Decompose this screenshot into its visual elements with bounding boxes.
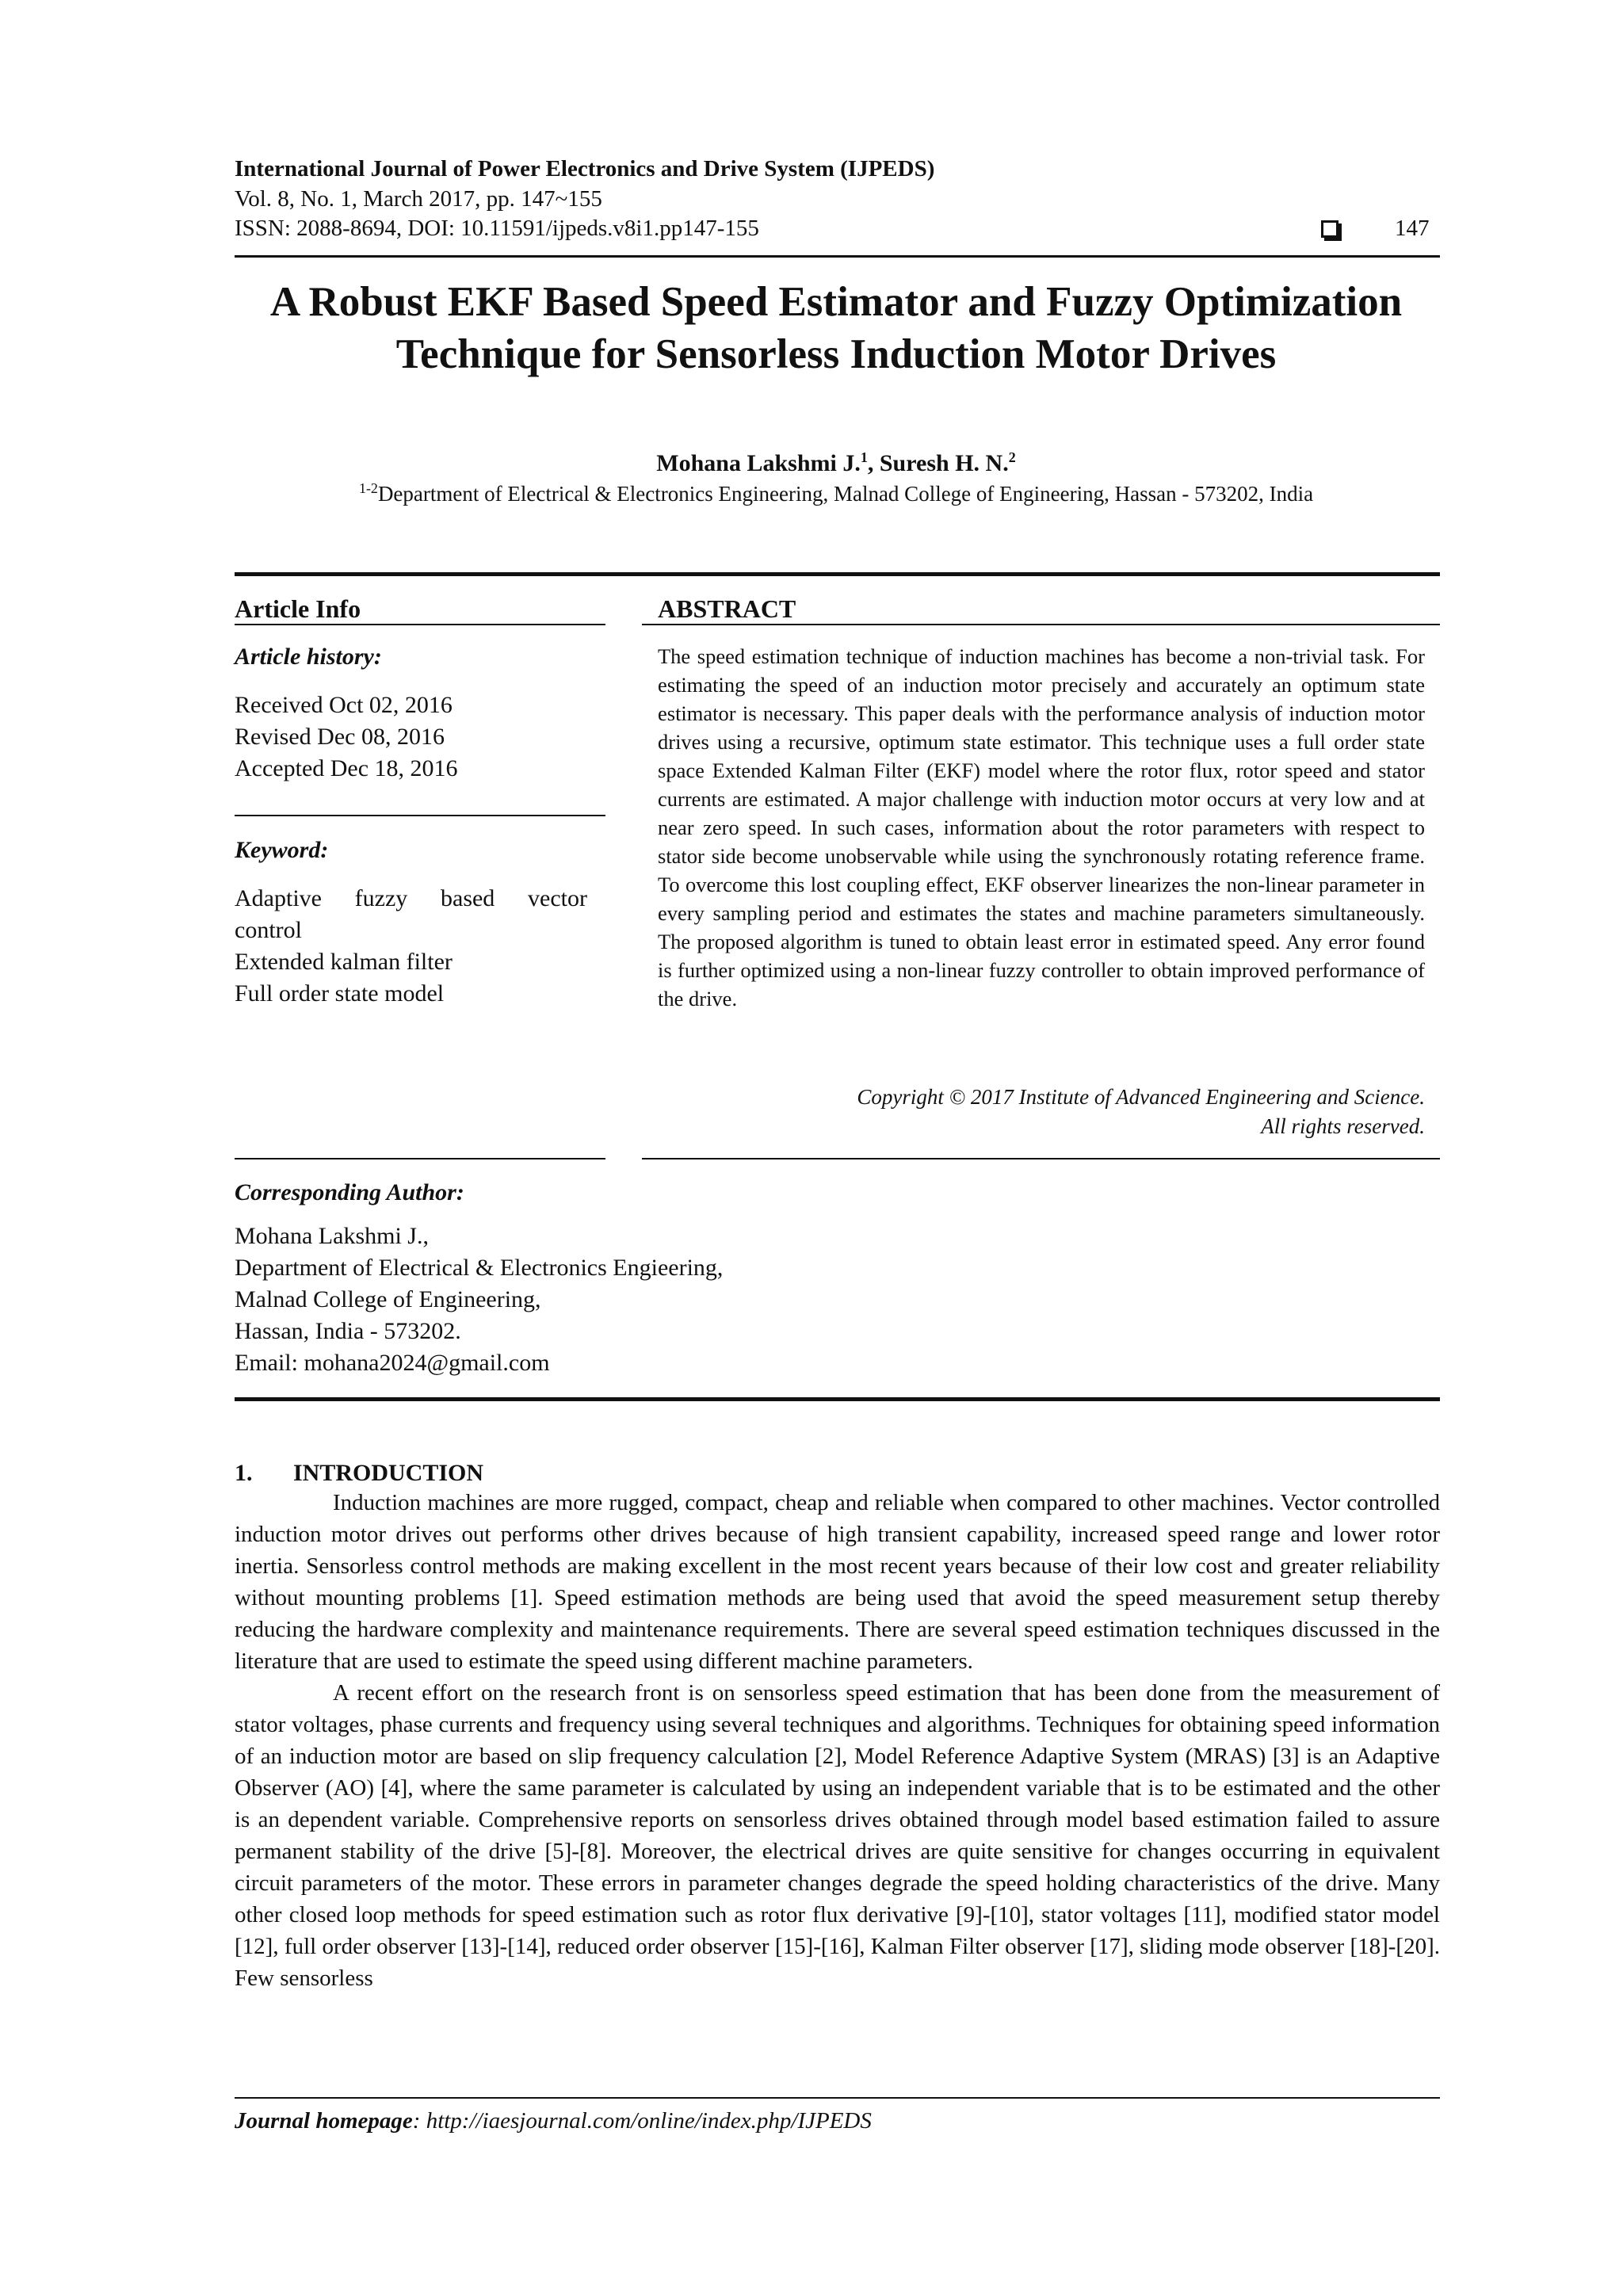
info-box-bottom-rule	[235, 1397, 1440, 1401]
copyright	[658, 1083, 1425, 1141]
author-1-affil-marker: 1	[860, 449, 868, 465]
journal-homepage	[235, 2108, 872, 2134]
section-number: 1.	[235, 1460, 253, 1486]
keyword-1	[235, 883, 587, 915]
affiliation-marker: 1-2	[358, 480, 378, 496]
revised-date: Revised Dec 08, 2016	[235, 724, 445, 750]
keyword-1-word-3: based	[441, 885, 495, 911]
info-box-top-rule	[235, 572, 1440, 576]
header-rule	[235, 255, 1440, 258]
keyword-1-word-1: Adaptive	[235, 885, 322, 911]
keyword-3: Full order state model	[235, 980, 445, 1007]
corresponding-city: Hassan, India - 573202.	[235, 1318, 461, 1344]
keyword-1-word-2: fuzzy	[354, 885, 408, 911]
authors	[222, 449, 1450, 477]
homepage-label: Journal homepage	[235, 2108, 413, 2134]
corresponding-email: Email: mohana2024@gmail.com	[235, 1350, 550, 1376]
copyright-line-1: Copyright © 2017 Institute of Advanced Engineering and Science.	[857, 1085, 1425, 1109]
accepted-date: Accepted Dec 18, 2016	[235, 755, 458, 781]
affiliation-text: Department of Electrical & Electronics Engineering, Malnad College of Engineering, Hassan - 573202, India	[377, 482, 1314, 506]
journal-name: International Journal of Power Electronics and Drive System (IJPEDS)	[235, 156, 935, 181]
page-number: 147	[1395, 216, 1430, 241]
received-date: Received Oct 02, 2016	[235, 692, 453, 718]
keyword-heading: Keyword:	[235, 837, 329, 863]
paper-title-line1: A Robust EKF Based Speed Estimator and Fuzzy Optimization	[269, 279, 1403, 325]
keyword-1-word-4: vector	[528, 885, 587, 911]
corresponding-heading: Corresponding Author:	[235, 1179, 464, 1205]
abstract-rule	[642, 624, 1440, 625]
article-info-heading: Article Info	[235, 594, 361, 623]
section-title: INTRODUCTION	[293, 1460, 484, 1486]
paper-title-line2: Technique for Sensorless Induction Motor Drives	[395, 331, 1277, 377]
journal-volume-info: Vol. 8, No. 1, March 2017, pp. 147~155	[235, 186, 602, 212]
homepage-url[interactable]: : http://iaesjournal.com/online/index.php/IJPEDS	[412, 2108, 872, 2134]
abstract-text: The speed estimation technique of induction machines has become a non-trivial task. For estimating the speed of an induction motor precisely and accurately an optimum state estimator is necessary. This paper deals with the performance analysis of induction motor drives using a recursive, optimum state estimator. This technique uses a full order state space Extended Kalman Filter (EKF) model where the rotor flux, rotor speed and stator currents are estimated. A major challenge with induction motor occurs at very low and at near zero speed. In such cases, information about the rotor parameters with respect to stator side become unobservable while using the synchronously rotating reference frame. To overcome this lost coupling effect, EKF observer linearizes the non-linear parameter in every sampling period and estimates the states and machine parameters simultaneously. The proposed algorithm is tuned to obtain least error in estimated speed. Any error found is further optimized using a non-linear fuzzy controller to obtain improved performance of the drive.	[658, 644, 1425, 1010]
corresponding-author-block	[235, 1221, 723, 1379]
author-2-affil-marker: 2	[1008, 449, 1016, 465]
history-heading: Article history:	[235, 644, 382, 670]
keyword-1-line-2: control	[235, 917, 302, 943]
copyright-line-2: All rights reserved.	[1261, 1114, 1425, 1138]
paper-title	[222, 276, 1450, 380]
intro-paragraph-1: Induction machines are more rugged, compact, cheap and reliable when compared to other machines. Vector controlled induction motor drives out performs other drives because of high transient capability, increased speed range and lower rotor inertia. Sensorless control methods are making excellent in the most recent years because of their low cost and greater reliability without mounting problems [1]. Speed estimation methods are being used that avoid the speed measurement setup thereby reducing the hardware complexity and maintenance requirements. There are several speed estimation techniques discussed in the literature that are used to estimate the speed using different machine parameters.	[235, 1490, 1440, 1674]
abstract-bottom-rule	[642, 1158, 1440, 1159]
author-1: Mohana Lakshmi J.	[656, 450, 861, 476]
affiliation	[222, 480, 1450, 506]
journal-issn-doi: ISSN: 2088-8694, DOI: 10.11591/ijpeds.v8i1.pp147-155	[235, 216, 759, 241]
corresponding-college: Malnad College of Engineering,	[235, 1286, 541, 1312]
history-keyword-divider	[235, 815, 605, 816]
page-box-icon	[1321, 220, 1338, 238]
intro-paragraph-2: A recent effort on the research front is on sensorless speed estimation that has been done from the measurement of stator voltages, phase currents and frequency using several techniques and algorithms. Techniques for obtaining speed information of an induction motor are based on slip frequency calculation [2], Model Reference Adaptive System (MRAS) [3] is an Adaptive Observer (AO) [4], where the same parameter is calculated by using an independent variable that is to be estimated and the other is an dependent variable. Comprehensive reports on sensorless drives obtained through model based estimation failed to assure permanent stability of the drive [5]-[8]. Moreover, the electrical drives are quite sensitive for changes occurring in equivalent circuit parameters of the motor. These errors in parameter changes degrade the speed holding characteristics of the drive. Many other closed loop methods for speed estimation such as rotor flux derivative [9]-[10], stator voltages [11], modified stator model [12], full order observer [13]-[14], reduced order observer [15]-[16], Kalman Filter observer [17], sliding mode observer [18]-[20]. Few sensorless	[235, 1680, 1440, 1991]
keyword-2: Extended kalman filter	[235, 949, 453, 975]
keyword-list	[235, 883, 587, 1010]
footer-rule	[235, 2097, 1440, 2099]
corresponding-dept: Department of Electrical & Electronics Engieering,	[235, 1255, 724, 1281]
author-2: Suresh H. N.	[879, 450, 1009, 476]
article-info-rule	[235, 624, 605, 625]
introduction-heading	[235, 1460, 483, 1487]
abstract-heading: ABSTRACT	[658, 594, 796, 623]
article-history	[235, 690, 458, 785]
author-separator: ,	[867, 450, 880, 476]
introduction-body	[235, 1487, 1440, 1994]
info-bottom-rule	[235, 1158, 605, 1159]
corresponding-name: Mohana Lakshmi J.,	[235, 1223, 429, 1249]
